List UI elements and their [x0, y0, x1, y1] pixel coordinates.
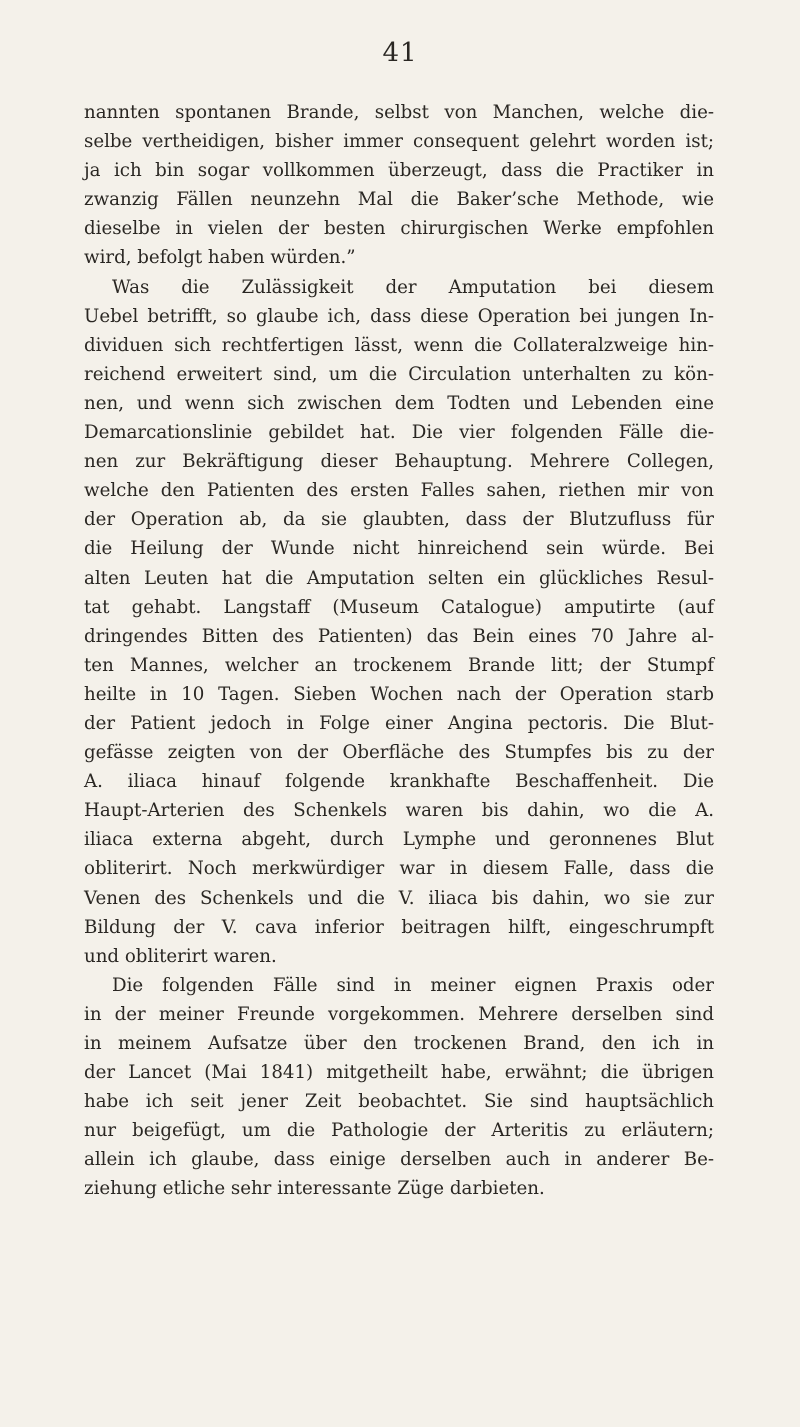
text-line: alten Leuten hat die Amputation selten ein glückliches Resul- [84, 567, 714, 589]
text-line: habe ich seit jener Zeit beobachtet. Sie sind hauptsächlich [84, 1091, 714, 1113]
text-line: Was die Zulässigkeit der Amputation bei diesem [112, 276, 714, 298]
text-line: ten Mannes, welcher an trockenem Brande litt; der Stumpf [84, 654, 714, 676]
text-line: ziehung etliche sehr interessante Züge darbieten. [84, 1178, 545, 1200]
text-line: A. iliaca hinauf folgende krankhafte Beschaffenheit. Die [84, 771, 714, 793]
text-line: heilte in 10 Tagen. Sieben Wochen nach der Operation starb [84, 683, 714, 705]
text-line: zwanzig Fällen neunzehn Mal die Baker’sche Methode, wie [84, 189, 714, 211]
text-line: nannten spontanen Brande, selbst von Manchen, welche die- [84, 102, 714, 123]
text-line: der Lancet (Mai 1841) mitgetheilt habe, erwähnt; die übrigen [84, 1062, 714, 1084]
text-line: selbe vertheidigen, bisher immer consequent gelehrt worden ist; [84, 131, 714, 153]
text-line: Bildung der V. cava inferior beitragen hilft, eingeschrumpft [84, 916, 714, 938]
text-line: iliaca externa abgeht, durch Lymphe und geronnenes Blut [84, 829, 714, 851]
text-line: Demarcationslinie gebildet hat. Die vier folgenden Fälle die- [84, 422, 714, 444]
text-line: nur beigefügt, um die Pathologie der Arteritis zu erläutern; [84, 1120, 714, 1142]
text-line: tat gehabt. Langstaff (Museum Catalogue) amputirte (auf [84, 596, 714, 618]
text-line: Venen des Schenkels und die V. iliaca bis dahin, wo sie zur [84, 887, 714, 909]
text-line: dividuen sich rechtfertigen lässt, wenn die Collateralzweige hin- [84, 334, 714, 356]
text-line: nen, und wenn sich zwischen dem Todten und Lebenden eine [84, 392, 714, 414]
text-line: nen zur Bekräftigung dieser Behauptung. Mehrere Collegen, [84, 451, 714, 473]
text-line: in der meiner Freunde vorgekommen. Mehrere derselben sind [84, 1003, 714, 1025]
text-line: Haupt-Arterien des Schenkels waren bis dahin, wo die A. [84, 800, 714, 822]
text-line: dringendes Bitten des Patienten) das Bein eines 70 Jahre al- [84, 625, 714, 647]
page-number: 41 [382, 38, 418, 68]
text-line: ja ich bin sogar vollkommen überzeugt, dass die Practiker in [84, 160, 714, 182]
text-line: reichend erweitert sind, um die Circulation unterhalten zu kön- [84, 363, 714, 385]
text-line: und obliterirt waren. [84, 945, 277, 967]
text-line: wird, befolgt haben würden.” [84, 247, 356, 269]
text-line: dieselbe in vielen der besten chirurgischen Werke empfohlen [84, 218, 714, 240]
text-line: der Operation ab, da sie glaubten, dass der Blutzufluss für [84, 509, 714, 531]
text-line: obliterirt. Noch merkwürdiger war in diesem Falle, dass die [84, 858, 714, 880]
text-line: allein ich glaube, dass einige derselben auch in anderer Be- [84, 1149, 714, 1171]
text-line: Uebel betrifft, so glaube ich, dass diese Operation bei jungen In- [84, 305, 714, 327]
text-line: die Heilung der Wunde nicht hinreichend sein würde. Bei [84, 538, 714, 560]
text-line: welche den Patienten des ersten Falles sahen, riethen mir von [84, 480, 714, 502]
text-line: gefässe zeigten von der Oberfläche des Stumpfes bis zu der [84, 742, 714, 764]
body-text [84, 98, 714, 1204]
text-line: Die folgenden Fälle sind in meiner eignen Praxis oder [112, 974, 714, 996]
text-line: der Patient jedoch in Folge einer Angina pectoris. Die Blut- [84, 712, 714, 734]
text-line: in meinem Aufsatze über den trockenen Brand, den ich in [84, 1033, 714, 1054]
